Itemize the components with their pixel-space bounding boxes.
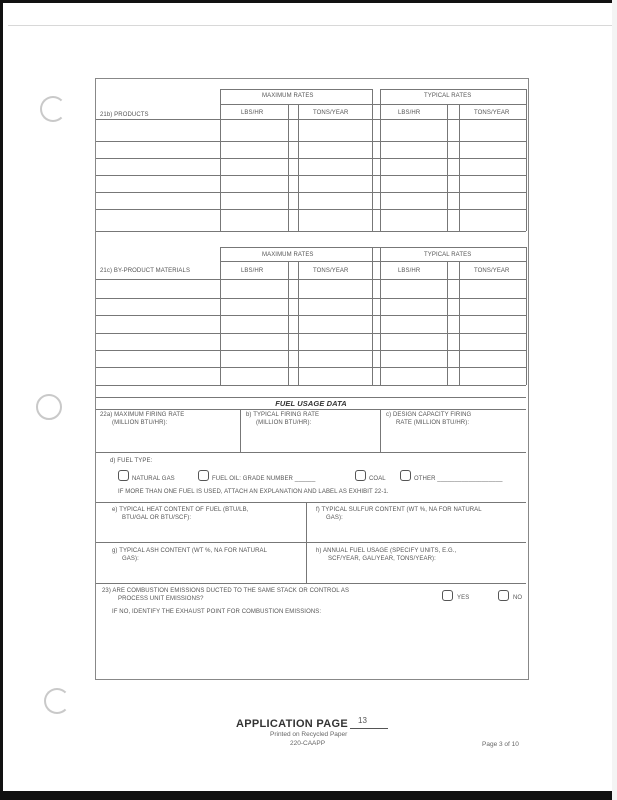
- no-checkbox[interactable]: [498, 590, 509, 601]
- other-fuel-checkbox[interactable]: [400, 470, 411, 481]
- byproducts-label: 21c) BY-PRODUCT MATERIALS: [100, 268, 191, 274]
- form-number: 220-CAAPP: [290, 740, 326, 747]
- tons-year-header: TONS/YEAR: [313, 268, 349, 274]
- fuel-oil-checkbox[interactable]: [198, 470, 209, 481]
- header-rule: [8, 25, 612, 26]
- combustion-question: 23) ARE COMBUSTION EMISSIONS DUCTED TO THE SAME STACK OR CONTROL AS: [102, 588, 350, 594]
- binder-hole-icon: [40, 96, 66, 122]
- binder-hole-icon: [44, 688, 70, 714]
- exhaust-point-question: IF NO, IDENTIFY THE EXHAUST POINT FOR COMBUSTION EMISSIONS:: [112, 609, 322, 615]
- scan-border-right: [612, 0, 617, 800]
- natural-gas-label: NATURAL GAS: [132, 476, 175, 482]
- no-label: NO: [513, 595, 523, 601]
- typical-rates-header: TYPICAL RATES: [424, 252, 472, 258]
- binder-hole-icon: [36, 394, 62, 420]
- tons-year-header: TONS/YEAR: [474, 268, 510, 274]
- scan-border-left: [0, 0, 3, 800]
- coal-label: COAL: [369, 476, 386, 482]
- fuel-type-label: d) FUEL TYPE:: [110, 458, 153, 464]
- sulfur-content-label: f) TYPICAL SULFUR CONTENT (WT %, NA FOR NATURAL: [316, 507, 482, 513]
- fuel-oil-label: FUEL OIL: GRADE NUMBER ______: [212, 476, 316, 482]
- heat-content-units: BTU/GAL OR BTU/SCF):: [122, 515, 192, 521]
- recycled-paper-note: Printed on Recycled Paper: [270, 731, 348, 738]
- max-firing-rate-units: (MILLION BTU/HR):: [112, 420, 168, 426]
- multi-fuel-note: IF MORE THAN ONE FUEL IS USED, ATTACH AN EXPLANATION AND LABEL AS EXHIBIT 22-1.: [118, 489, 389, 495]
- heat-content-label: e) TYPICAL HEAT CONTENT OF FUEL (BTU/LB,: [112, 507, 249, 513]
- lbs-hr-header: LBS/HR: [241, 110, 264, 116]
- max-firing-rate-label: 22a) MAXIMUM FIRING RATE: [100, 412, 185, 418]
- page-number-underline: [350, 728, 388, 729]
- lbs-hr-header: LBS/HR: [241, 268, 264, 274]
- application-page-number: 13: [358, 716, 367, 725]
- annual-fuel-usage-label: h) ANNUAL FUEL USAGE (SPECIFY UNITS, E.G.,: [316, 548, 457, 554]
- design-capacity-label: c) DESIGN CAPACITY FIRING: [386, 412, 472, 418]
- lbs-hr-header: LBS/HR: [398, 268, 421, 274]
- combustion-question-cont: PROCESS UNIT EMISSIONS?: [118, 596, 204, 602]
- coal-checkbox[interactable]: [355, 470, 366, 481]
- page-of-label: Page 3 of 10: [482, 741, 519, 748]
- annual-fuel-usage-units: SCF/YEAR, GAL/YEAR, TONS/YEAR):: [328, 556, 436, 562]
- max-rates-header: MAXIMUM RATES: [262, 93, 314, 99]
- max-rates-header: MAXIMUM RATES: [262, 252, 314, 258]
- typical-firing-rate-label: b) TYPICAL FIRING RATE: [246, 412, 320, 418]
- application-page-title: APPLICATION PAGE: [236, 718, 348, 730]
- scan-border-bottom: [0, 791, 617, 800]
- ash-content-units: GAS):: [122, 556, 139, 562]
- ash-content-label: g) TYPICAL ASH CONTENT (WT %, NA FOR NATURAL: [112, 548, 268, 554]
- natural-gas-checkbox[interactable]: [118, 470, 129, 481]
- tons-year-header: TONS/YEAR: [474, 110, 510, 116]
- design-capacity-units: RATE (MILLION BTU/HR):: [396, 420, 470, 426]
- fuel-usage-title: FUEL USAGE DATA: [275, 399, 347, 408]
- yes-label: YES: [457, 595, 470, 601]
- sulfur-content-units: GAS):: [326, 515, 343, 521]
- scan-border-top: [0, 0, 617, 3]
- tons-year-header: TONS/YEAR: [313, 110, 349, 116]
- other-fuel-label: OTHER ___________________: [414, 476, 503, 482]
- products-label: 21b) PRODUCTS: [100, 112, 149, 118]
- lbs-hr-header: LBS/HR: [398, 110, 421, 116]
- yes-checkbox[interactable]: [442, 590, 453, 601]
- typical-firing-rate-units: (MILLION BTU/HR):: [256, 420, 312, 426]
- typical-rates-header: TYPICAL RATES: [424, 93, 472, 99]
